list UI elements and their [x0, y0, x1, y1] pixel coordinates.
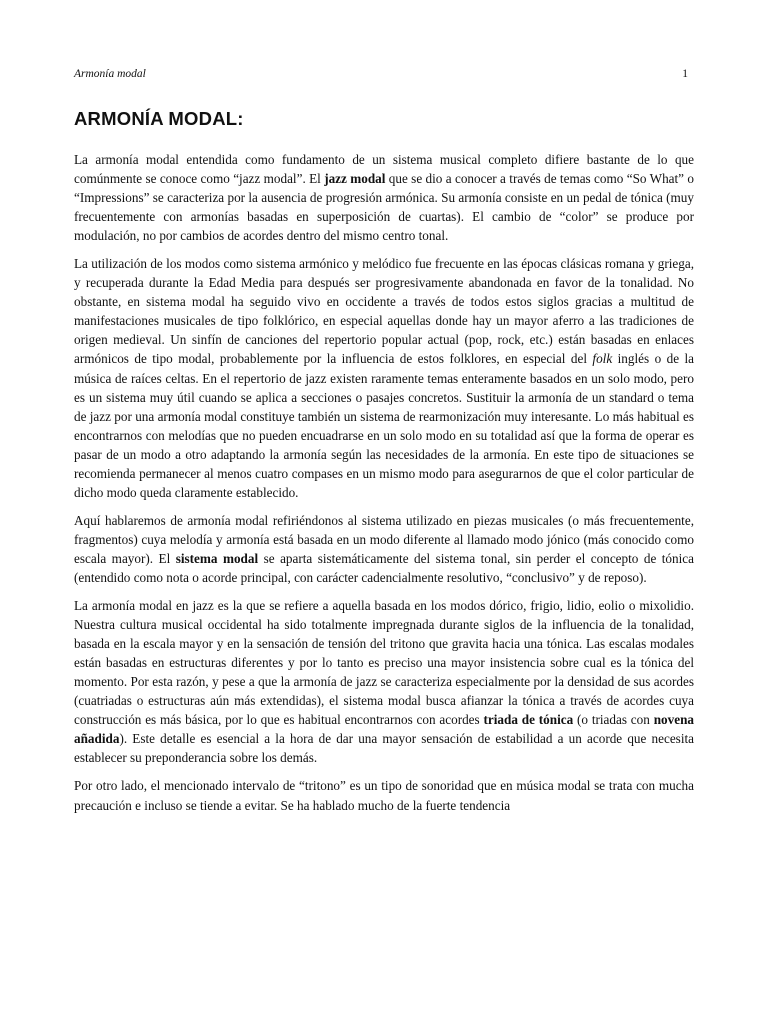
running-header — [74, 67, 688, 81]
page-number: 1 — [682, 68, 688, 80]
page-title: ARMONÍA MODAL: — [74, 108, 244, 129]
text-run: se aparta sistemáticamente del sistema tonal, sin perder el concepto de tónica (entendido como nota o acorde principal, con carácter cadencialmente resolutivo, “conclusivo” y de reposo). — [74, 550, 694, 585]
text-run: ). Este detalle es esencial a la hora de dar una mayor sensación de estabilidad a un acorde que necesita establecer su preponderancia sobre los demás. — [74, 731, 694, 766]
text-run: La utilización de los modos como sistema armónico y melódico fue frecuente en las épocas clásicas romana y griega, y recuperada durante la Edad Media para después ser progresivamente abandonada en favor de la tonalidad. No obstante, en sistema modal ha seguido vivo en occidente a través de todos estos siglos gracias a multitud de manifestaciones musicales de tipo folklórico, en especial aquellas donde hay un mayor aferro a las tradiciones de origen medieval. Un sinfín de canciones del repertorio popular actual (pop, rock, etc.) están basadas en enlaces armónicos de tipo modal, probablemente por la influencia de estos folklores, en especial del — [74, 256, 694, 367]
italic-term: folk — [592, 351, 613, 367]
bold-term: sistema modal — [175, 550, 259, 566]
text-run: que se dio a conocer a través de temas como “So What” o “Impressions” se caracteriza por la ausencia de progresión armónica. Su armonía consiste en un pedal de tónica (muy frecuentemente con armonías basadas en superposición de cuartas). El cambio de “color” se produce por modulación, no por cambios de acordes dentro del mismo centro tonal. — [74, 171, 694, 244]
bold-term: jazz modal — [324, 171, 386, 187]
bold-term: novena añadida — [74, 712, 694, 747]
paragraph-4 — [74, 596, 694, 767]
text-run: Por otro lado, el mencionado intervalo de “tritono” es un tipo de sonoridad que en música modal se trata con mucha precaución e incluso se tiende a evitar. Se ha hablado mucho de la fuerte tendencia — [74, 778, 694, 813]
text-run: La armonía modal en jazz es la que se refiere a aquella basada en los modos dórico, frigio, lidio, eolio o mixolidio. Nuestra cultura musical occidental ha sido totalmente impregnada durante siglos de la influencia de la tonalidad, basada en la escala mayor y en la sensación de tensión del tritono que gravita hacia una tónica. Las escalas modales están basadas en estructuras diferentes y por lo tanto es preciso una mayor insistencia sobre cual es la tónica del momento. Por esta razón, y pese a que la armonía de jazz se caracteriza especialmente por la densidad de sus acordes (cuatriadas o estructuras aún más extendidas), el sistema modal busca afianzar la tónica a través de acordes cuya construcción es más básica, por lo que es habitual encontrarnos con acordes — [74, 598, 694, 728]
text-run: La armonía modal entendida como fundamento de un sistema musical completo difiere bastante de lo que comúnmente se conoce como “jazz modal”. El — [74, 152, 694, 187]
bold-term: triada de tónica — [483, 712, 574, 728]
paragraph-2 — [74, 254, 694, 502]
paragraph-5 — [74, 776, 694, 814]
text-run: inglés o de la música de raíces celtas. En el repertorio de jazz existen raramente temas enteramente basados en un solo modo, pero es un sistema muy útil cuando se aplica a secciones o pasajes concretos. Sustituir la armonía de un standard o tema de jazz por una armonía modal constituye también un sistema de rearmonización muy interesante. Lo más habitual es encontrarnos con melodías que no pueden encuadrarse en un solo modo en su totalidad así que la forma de operar es pasar de un modo a otro adaptando la armonía según las necesidades de la armonía. En este tipo de situaciones se recomienda permanecer al menos cuatro compases en un mismo modo para asegurarnos de que el color particular de dicho modo queda claramente establecido. — [74, 351, 694, 500]
running-title: Armonía modal — [74, 68, 146, 80]
text-run: (o triadas con — [573, 712, 654, 728]
text-run: Aquí hablaremos de armonía modal refiriéndonos al sistema utilizado en piezas musicales (o más frecuentemente, fragmentos) cuya melodía y armonía está basada en un modo diferente al llamado modo jónico (más conocido como escala mayor). El — [74, 512, 694, 566]
body-text — [74, 150, 694, 824]
paragraph-1 — [74, 150, 694, 245]
paragraph-3 — [74, 511, 694, 587]
